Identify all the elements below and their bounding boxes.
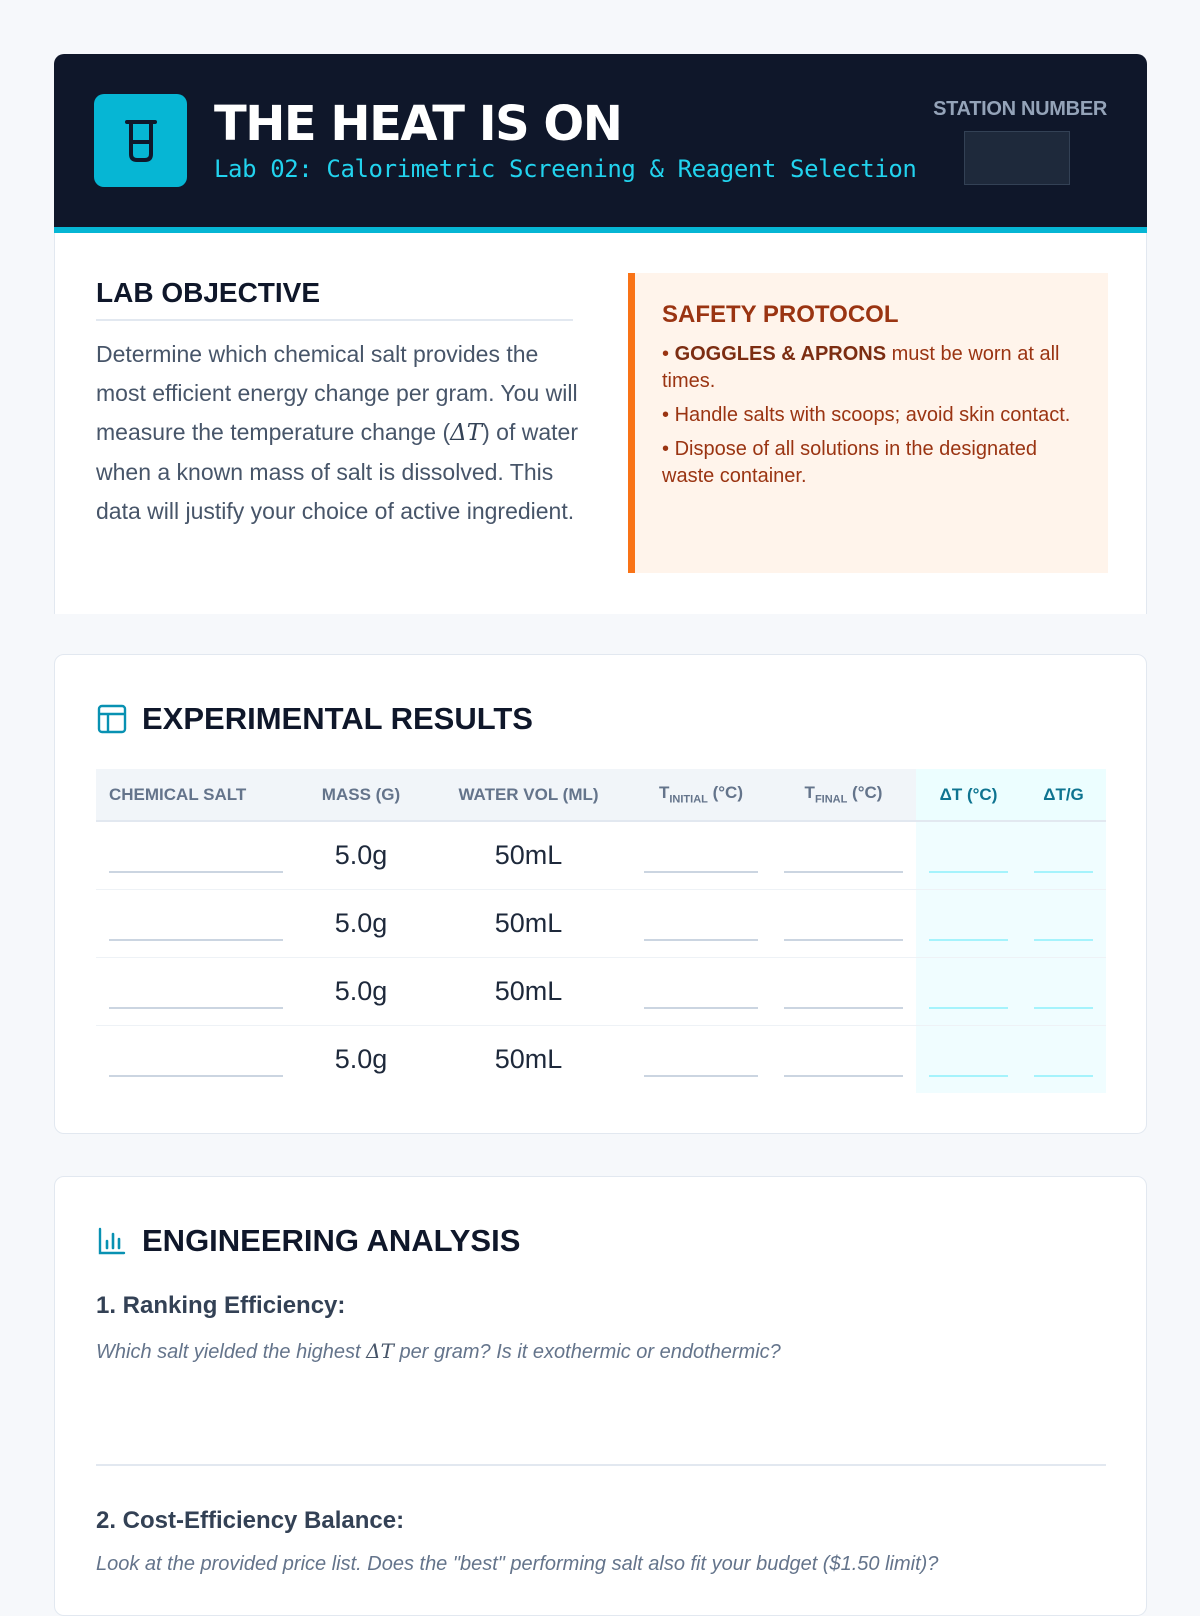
mass-cell: 5.0g <box>334 1043 388 1074</box>
delta-t-input-cell[interactable] <box>916 957 1021 1025</box>
t-initial-input-cell[interactable] <box>631 957 771 1025</box>
delta-t-per-gram-input-cell[interactable] <box>1021 889 1106 957</box>
salt-input-line <box>109 939 283 941</box>
question-2-title: 2. Cost-Efficiency Balance: <box>96 1507 405 1534</box>
safety-item-text: Dispose of all solutions in the designated waste container. <box>662 438 1038 487</box>
safety-item: • Handle salts with scoops; avoid skin contact. <box>662 404 1071 426</box>
salt-input-line <box>109 1007 283 1009</box>
t-initial-input-line <box>644 1075 758 1077</box>
salt-input-cell[interactable] <box>96 821 296 889</box>
delta-t-symbol: ΔT <box>450 420 483 446</box>
page-title: THE HEAT IS ON <box>214 96 622 152</box>
col-header-salt: CHEMICAL SALT <box>96 769 296 821</box>
delta-t-input-line <box>929 871 1008 873</box>
salt-input-cell[interactable] <box>96 1025 296 1093</box>
water-cell: 50mL <box>426 821 631 889</box>
table-row <box>96 889 1106 957</box>
intro-section <box>54 233 1147 614</box>
page-subtitle: Lab 02: Calorimetric Screening & Reagent Selection <box>214 155 917 183</box>
delta-t-input-line <box>929 939 1008 941</box>
results-table <box>96 769 1106 1093</box>
mass-cell: 5.0g <box>296 821 426 889</box>
mass-cell: 5.0g <box>296 889 426 957</box>
t-final-input-cell[interactable] <box>771 957 916 1025</box>
t-initial-subscript: INITIAL <box>669 793 708 806</box>
objective-text-part: Determine which chemical salt provides the most efficient energy change per gram. You will measure the temperature change ( <box>96 341 578 445</box>
t-initial-input-line <box>644 1007 758 1009</box>
delta-t-per-gram-input-line <box>1034 1007 1093 1009</box>
safety-item: • Dispose of all solutions in the designated waste container. <box>662 438 1038 487</box>
engineering-analysis-card <box>54 1176 1147 1616</box>
bar-chart-icon <box>96 1225 128 1257</box>
safety-item-text: Handle salts with scoops; avoid skin contact. <box>674 404 1071 426</box>
objective-title: LAB OBJECTIVE <box>96 277 573 321</box>
safety-item: • GOGGLES & APRONS must be worn at all times. <box>662 343 1060 392</box>
delta-t-per-gram-input-cell[interactable] <box>1021 957 1106 1025</box>
delta-t-per-gram-input-cell[interactable] <box>1021 1025 1106 1093</box>
salt-input-cell[interactable] <box>96 889 296 957</box>
t-final-input-cell[interactable] <box>771 1025 916 1093</box>
water-cell: 50mL <box>426 889 631 957</box>
delta-t-per-gram-input-line <box>1034 1075 1093 1077</box>
safety-title: SAFETY PROTOCOL <box>662 301 899 328</box>
table-row <box>96 957 1106 1025</box>
delta-t-per-gram-input-line <box>1034 939 1093 941</box>
analysis-title: ENGINEERING ANALYSIS <box>142 1223 521 1258</box>
t-unit: (°C) <box>707 783 743 803</box>
station-number-input[interactable] <box>964 131 1070 185</box>
col-header-mass: MASS (G) <box>296 769 426 821</box>
water-cell: 50mL <box>426 957 631 1025</box>
table-icon <box>96 703 128 735</box>
station-number-label: STATION NUMBER <box>933 98 1107 120</box>
t-final-input-line <box>784 939 903 941</box>
t-symbol: T <box>804 783 815 803</box>
t-initial-input-cell[interactable] <box>631 1025 771 1093</box>
delta-t-input-line <box>929 1075 1008 1077</box>
question-1-title: 1. Ranking Efficiency: <box>96 1292 346 1319</box>
results-heading <box>96 701 533 737</box>
delta-t-input-cell[interactable] <box>916 889 1021 957</box>
experimental-results-card <box>54 654 1147 1134</box>
t-unit: (°C) <box>847 783 883 803</box>
t-initial-input-cell[interactable] <box>631 889 771 957</box>
objective-text-part: ) of water when a known mass of salt is dissolved. This data will justify your choice of active ingredient. <box>96 419 578 524</box>
delta-t-input-cell[interactable] <box>916 821 1021 889</box>
salt-input-cell[interactable] <box>96 957 296 1025</box>
salt-input-line <box>109 1075 283 1077</box>
objective-text <box>96 335 581 531</box>
col-header-delta-t: ΔT (°C) <box>916 769 1021 821</box>
table-row <box>96 821 1106 889</box>
safety-item-emphasis: GOGGLES & APRONS <box>674 343 887 365</box>
lab-header <box>54 54 1147 233</box>
table-header-row <box>96 769 1106 821</box>
safety-item-text: must be worn at all times. <box>662 343 1060 392</box>
question-1-prompt-part: per gram? Is it exothermic or endothermic? <box>393 1341 781 1363</box>
delta-t-per-gram-input-line <box>1034 871 1093 873</box>
question-1-prompt <box>96 1339 781 1364</box>
delta-t-per-gram-input-cell[interactable] <box>1021 821 1106 889</box>
col-header-t-initial <box>631 769 771 821</box>
results-title: EXPERIMENTAL RESULTS <box>142 701 533 736</box>
col-header-water: WATER VOL (ML) <box>426 769 631 821</box>
t-symbol: T <box>658 783 670 803</box>
salt-input-line <box>109 871 283 873</box>
t-final-input-line <box>784 871 903 873</box>
question-2-prompt: Look at the provided price list. Does the "best" performing salt also fit your budget ($1.50 limit)? <box>96 1553 939 1575</box>
t-final-input-line <box>784 1075 903 1077</box>
table-row <box>96 1025 1106 1093</box>
col-header-delta-t-per-gram: ΔT/G <box>1021 769 1106 821</box>
delta-t-symbol: ΔT <box>366 1339 394 1363</box>
t-final-input-line <box>784 1007 903 1009</box>
col-header-t-final <box>771 769 916 821</box>
safety-protocol-box <box>628 273 1108 573</box>
mass-cell: 5.0g <box>296 957 426 1025</box>
t-initial-input-cell[interactable] <box>631 821 771 889</box>
delta-t-input-cell[interactable] <box>916 1025 1021 1093</box>
analysis-heading <box>96 1223 520 1259</box>
water-cell: 50mL <box>494 1043 563 1074</box>
t-initial-input-line <box>644 939 758 941</box>
delta-t-input-line <box>929 1007 1008 1009</box>
question-1-answer-area[interactable] <box>96 1464 1106 1466</box>
beaker-icon <box>94 94 187 187</box>
t-initial-input-line <box>644 871 758 873</box>
t-final-input-cell[interactable] <box>771 821 916 889</box>
t-final-input-cell[interactable] <box>771 889 916 957</box>
t-final-subscript: FINAL <box>814 793 848 806</box>
question-1-prompt-part: Which salt yielded the highest <box>96 1341 367 1363</box>
